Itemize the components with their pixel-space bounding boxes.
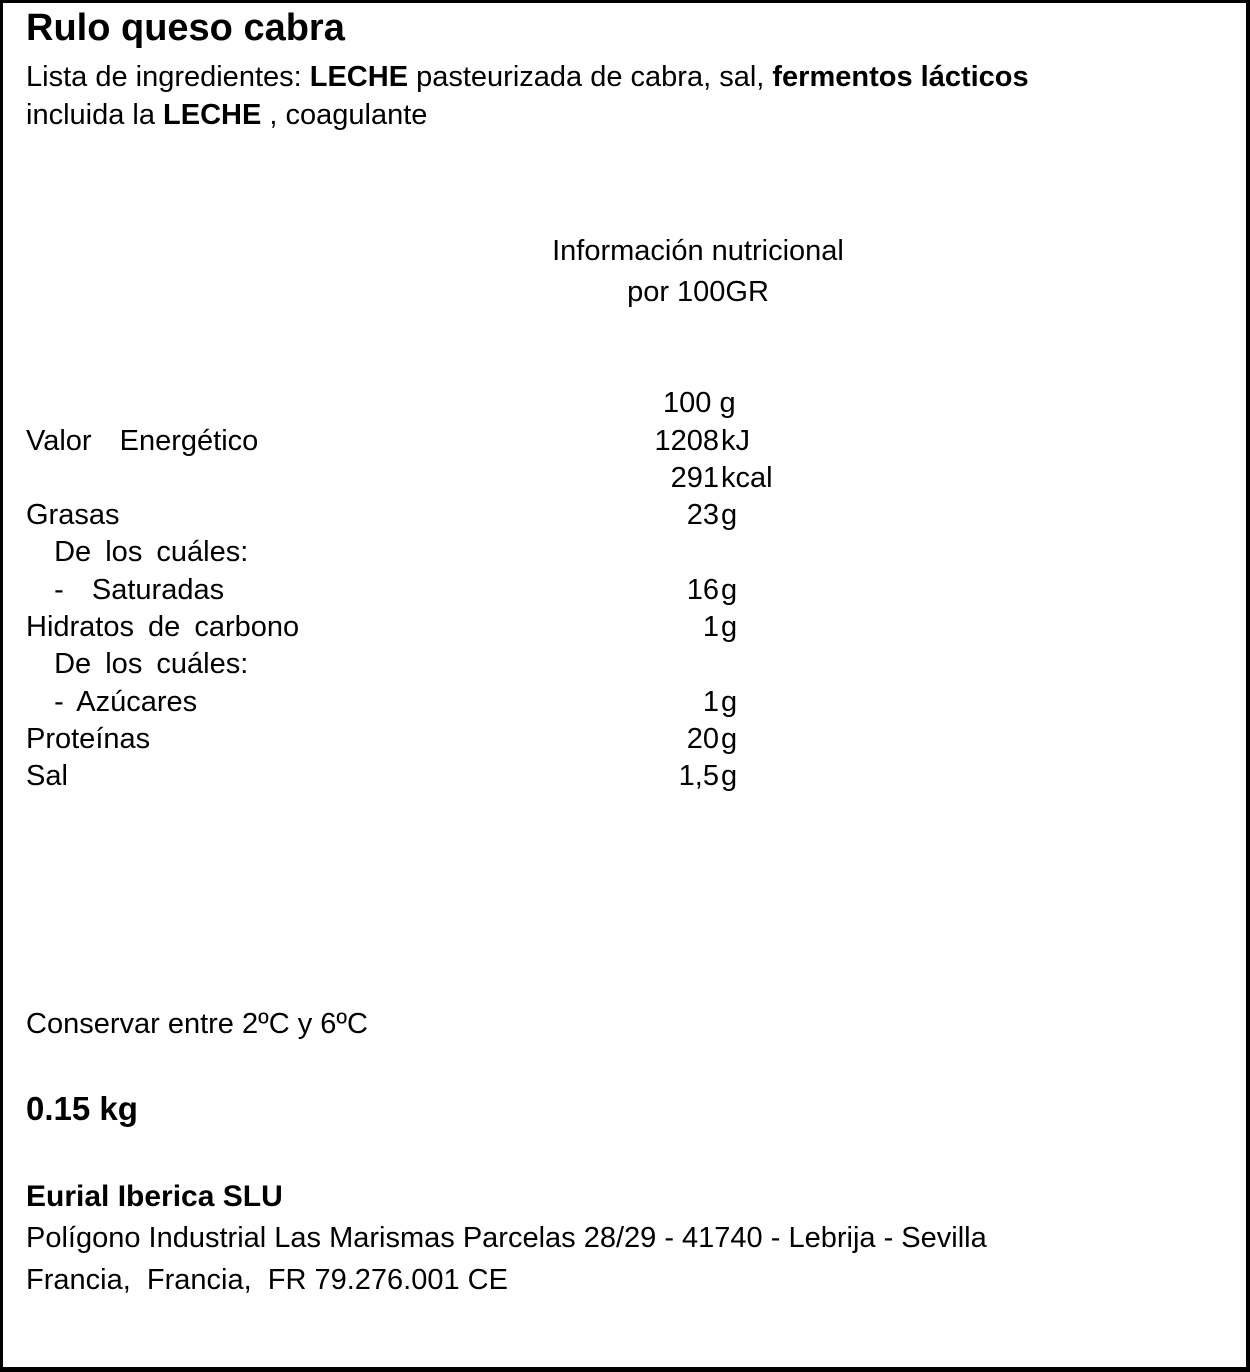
net-weight: 0.15 kg xyxy=(26,1090,138,1127)
nutrient-unit: kJ xyxy=(721,425,750,457)
nutrient-value: 23 xyxy=(686,499,719,531)
nutrient-unit: kcal xyxy=(721,462,773,494)
nutrient-unit: g xyxy=(721,611,738,643)
nutrient-value: 16 xyxy=(686,574,719,606)
nutrient-label: Grasas xyxy=(26,499,120,531)
nutrition-heading: Información nutricional xyxy=(552,235,844,267)
nutrient-value: 1,5 xyxy=(678,760,719,792)
ingredients-text: pasteurizada de cabra, sal, xyxy=(408,61,773,93)
company-address-line2: Francia, Francia, FR 79.276.001 CE xyxy=(26,1264,508,1296)
allergen-milk: LECHE xyxy=(163,99,262,131)
nutrient-value: 1 xyxy=(702,686,719,718)
company-address-line1: Polígono Industrial Las Marismas Parcelas 28/29 - 41740 - Lebrija - Sevilla xyxy=(26,1222,987,1254)
ingredients-prefix: Lista de ingredientes: xyxy=(26,61,310,93)
allergen-milk: LECHE xyxy=(309,61,409,93)
nutrient-label: - Saturadas xyxy=(26,574,225,606)
nutrient-label: Hidratos de carbono xyxy=(26,611,300,643)
nutrient-unit: g xyxy=(721,574,738,606)
ingredients-text: incluida la xyxy=(26,99,164,131)
nutrient-unit: g xyxy=(721,760,738,792)
storage-instructions: Conservar entre 2ºC y 6ºC xyxy=(26,1008,368,1040)
company-name: Eurial Iberica SLU xyxy=(26,1180,283,1213)
product-title: Rulo queso cabra xyxy=(26,7,345,49)
nutrient-label: Valor Energético xyxy=(26,425,259,457)
nutrient-label: Proteínas xyxy=(26,723,151,755)
nutrition-column-header: 100 g xyxy=(663,387,736,419)
nutrition-per: por 100GR xyxy=(627,276,769,308)
ingredients-text: , coagulante xyxy=(261,99,428,131)
nutrient-unit: g xyxy=(721,723,738,755)
nutrient-label: Sal xyxy=(26,760,68,792)
nutrient-label: De los cuáles: xyxy=(26,536,249,568)
nutrient-value: 20 xyxy=(686,723,719,755)
nutrient-value: 1208 xyxy=(654,425,719,457)
nutrient-unit: g xyxy=(721,499,738,531)
ingredients-list xyxy=(26,58,1029,134)
nutrient-label: - Azúcares xyxy=(26,686,198,718)
nutrient-value: 291 xyxy=(670,462,719,494)
nutrient-label: De los cuáles: xyxy=(26,648,249,680)
allergen-ferments: fermentos lácticos xyxy=(772,61,1029,93)
nutrient-value: 1 xyxy=(702,611,719,643)
nutrient-unit: g xyxy=(721,686,738,718)
